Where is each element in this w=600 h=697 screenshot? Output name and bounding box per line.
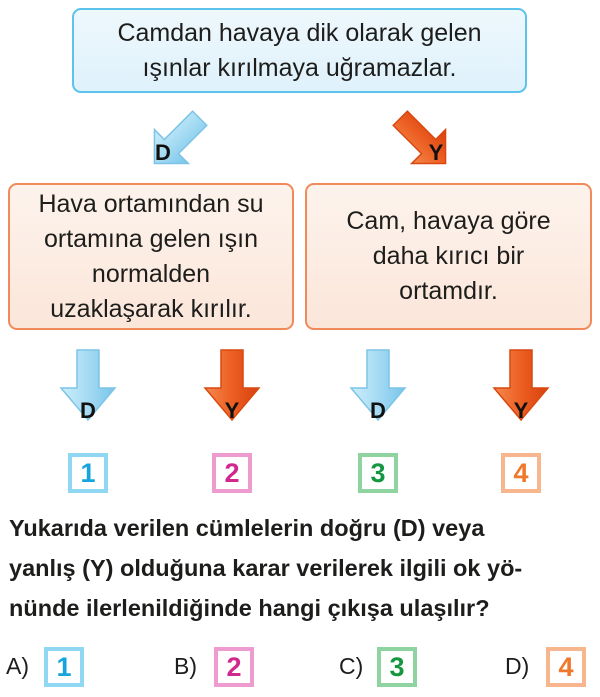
question-line-2: yanlış (Y) olduğuna karar verilerek ilgili ok yö-: [9, 555, 523, 581]
diagonal-arrow-y: [383, 101, 462, 180]
statement-right-line-2: daha kırıcı bir: [372, 242, 525, 270]
statement-left-box: [8, 183, 294, 330]
statement-left-line-3: normalden: [91, 259, 211, 288]
statement-right-line-1: Cam, havaya göre: [346, 207, 551, 235]
question-line-3: nünde ilerlenildiğinde hangi çıkışa ulaşılır?: [9, 595, 490, 621]
exit-box-2: 2: [212, 453, 252, 493]
option-c-label[interactable]: C): [339, 653, 364, 679]
option-b-box[interactable]: 2: [214, 647, 254, 687]
exit-box-3: 3: [358, 453, 398, 493]
diagonal-arrow-d: [137, 101, 216, 180]
option-a-label[interactable]: A): [6, 653, 29, 679]
statement-top-line-1: Camdan havaya dik olarak gelen: [117, 18, 482, 47]
option-b-label[interactable]: B): [174, 653, 197, 679]
statement-left-line-2: ortamına gelen ışın: [43, 224, 258, 253]
statement-left-line-4: uzaklaşarak kırılır.: [50, 294, 252, 323]
question-line-1: Yukarıda verilen cümlelerin doğru (D) veya: [9, 515, 485, 541]
arrow-label-4: Y: [513, 398, 529, 423]
statement-right-line-3: ortamdır.: [399, 277, 498, 305]
option-a-box[interactable]: 1: [44, 647, 84, 687]
option-d-label[interactable]: D): [505, 653, 530, 679]
exit-box-4: 4: [501, 453, 541, 493]
arrow-label-3: D: [370, 398, 386, 423]
arrow-label-2: Y: [224, 398, 240, 423]
exit-box-1: 1: [68, 453, 108, 493]
statement-top-box: [72, 8, 527, 93]
question-text: [9, 508, 592, 628]
arrow-label-top-y: Y: [428, 140, 444, 165]
option-d-box[interactable]: 4: [546, 647, 586, 687]
statement-top-line-2: ışınlar kırılmaya uğramazlar.: [142, 53, 457, 82]
option-c-box[interactable]: 3: [377, 647, 417, 687]
statement-left-line-1: Hava ortamından su: [38, 189, 264, 218]
arrow-label-top-d: D: [155, 140, 171, 165]
arrow-label-1: D: [80, 398, 96, 423]
statement-right-box: [305, 183, 592, 330]
